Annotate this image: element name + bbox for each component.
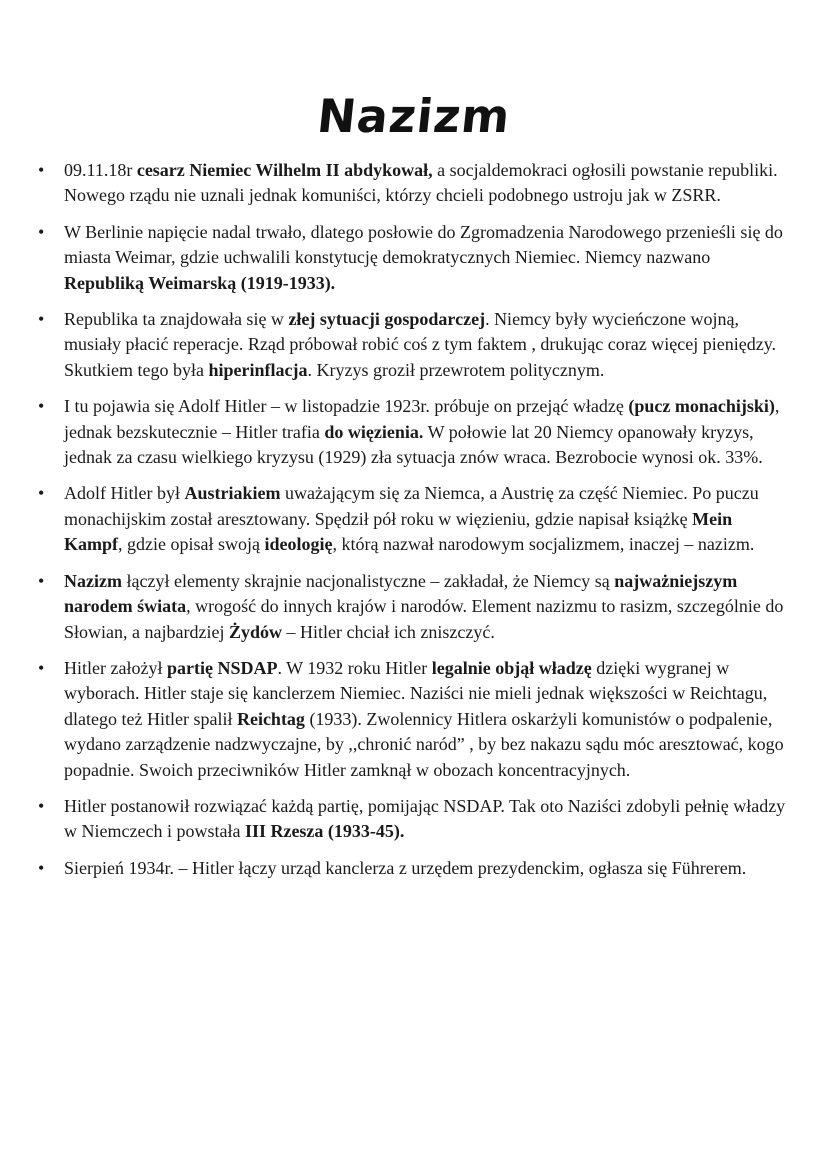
bullet-dot-icon: • <box>38 309 45 330</box>
text: . Niemcy były wycieńczone wojną, musiały płacić reperacje. Rząd próbował robić coś z tym faktem , drukując coraz więcej pieniędzy. Skutkiem tego była <box>64 309 777 380</box>
bullet-dot-icon: • <box>38 657 45 678</box>
bullet-dot-icon: • <box>38 483 45 504</box>
text: . W 1932 roku Hitler <box>277 657 432 678</box>
bold-text: partię NSDAP <box>166 657 278 678</box>
bold-text: (pucz monachijski) <box>628 396 775 417</box>
bullet-item <box>36 569 788 645</box>
bold-text: legalnie objął władzę <box>431 657 592 678</box>
bullet-item <box>36 158 788 209</box>
bullet-item <box>36 394 788 470</box>
bold-text: ideologię <box>264 534 333 555</box>
bullet-item <box>36 794 788 845</box>
bold-text: do więzienia. <box>324 421 424 442</box>
bullet-item <box>36 656 788 783</box>
bullet-item <box>36 220 788 296</box>
text: a socjaldemokraci ogłosili powstanie republiki. Nowego rządu nie uznali jednak komuniści, którzy chcieli podobnego ustroju jak w ZSRR. <box>64 160 778 206</box>
bold-text: hiperinflacja <box>208 359 308 380</box>
text: dzięki wygranej w wyborach. Hitler staje się kanclerzem Niemiec. Naziści nie mieli jednak większości w Reichtagu, dlatego też Hitler spalił <box>64 657 768 729</box>
bold-text: cesarz Niemiec Wilhelm II abdykował, <box>136 160 433 180</box>
text: Sierpień 1934r. – Hitler łączy urząd kanclerza z urzędem prezydenckim, ogłasza się Führerem. <box>64 857 747 878</box>
text: , którą nazwał narodowym socjalizmem, inaczej – nazizm. <box>332 534 755 555</box>
text: . Kryzys groził przewrotem politycznym. <box>307 359 605 380</box>
bullet-dot-icon: • <box>38 570 45 591</box>
bullet-dot-icon: • <box>38 795 45 816</box>
bullet-dot-icon: • <box>38 221 45 242</box>
text: W połowie lat 20 Niemcy opanowały kryzys, jednak za czasu wielkiego kryzysu (1929) zła sytuacja znów wraca. Bezrobocie wynosi ok. 33%. <box>64 421 763 468</box>
bullet-dot-icon: • <box>38 160 45 180</box>
page-title: Nazizm <box>314 88 514 143</box>
text: (1933). Zwolennicy Hitlera oskarżyli komunistów o podpalenie, wydano zarządzenie nadzwyczajne, by ,,chronić naród” , by bez nakazu sądu móc aresztować, kogo popadnie. Swoich przeciwników Hitler zamknął w obozach koncentracyjnych. <box>64 708 784 780</box>
text: , jednak bezskutecznie – Hitler trafia <box>64 396 780 442</box>
text: łączył elementy skrajnie nacjonalistyczne – zakładał, że Niemcy są <box>121 570 615 591</box>
text: Republika ta znajdowała się w <box>64 309 289 330</box>
bold-text: III Rzesza (1933-45). <box>244 821 405 842</box>
bullet-item <box>36 481 788 557</box>
text: , wrogość do innych krajów i narodów. Element nazizmu to rasizm, szczególnie do Słowian, a najbardziej <box>64 596 784 642</box>
bold-text: złej sytuacji gospodarczej <box>288 309 486 330</box>
bold-text: Mein Kampf <box>64 508 733 555</box>
text: 09.11.18r <box>64 160 137 180</box>
text: Hitler założył <box>64 657 167 678</box>
bold-text: najważniejszym narodem świata <box>64 570 738 617</box>
text: I tu pojawia się Adolf Hitler – w listopadzie 1923r. próbuje on przejąć władzę <box>64 396 629 417</box>
text: Hitler postanowił rozwiązać każdą partię, pomijając NSDAP. Tak oto Naziści zdobyli pełnię władzy w Niemczech i powstała <box>64 795 786 842</box>
bullet-dot-icon: • <box>38 857 45 878</box>
text: W Berlinie napięcie nadal trwało, dlatego posłowie do Zgromadzenia Narodowego przenieśli się do miasta Weimar, gdzie uchwalili konstytucję demokratycznych Niemiec. Niemcy nazwano <box>64 221 783 268</box>
bullet-dot-icon: • <box>38 396 45 417</box>
text: – Hitler chciał ich zniszczyć. <box>281 621 495 642</box>
text: , gdzie opisał swoją <box>118 534 265 555</box>
text: uważającym się za Niemca, a Austrię za część Niemiec. Po puczu monachijskim został aresztowany. Spędził pół roku w więzieniu, gdzie napisał książkę <box>64 483 759 529</box>
bold-text: Nazizm <box>64 570 122 591</box>
bullet-list <box>36 158 788 892</box>
bullet-item <box>36 856 788 881</box>
bullet-item <box>36 307 788 383</box>
text: Adolf Hitler był <box>64 483 185 504</box>
bold-text: Republiką Weimarską (1919-1933). <box>64 272 336 293</box>
bold-text: Austriakiem <box>184 483 281 504</box>
bold-text: Żydów <box>228 621 282 642</box>
bold-text: Reichtag <box>236 708 305 729</box>
